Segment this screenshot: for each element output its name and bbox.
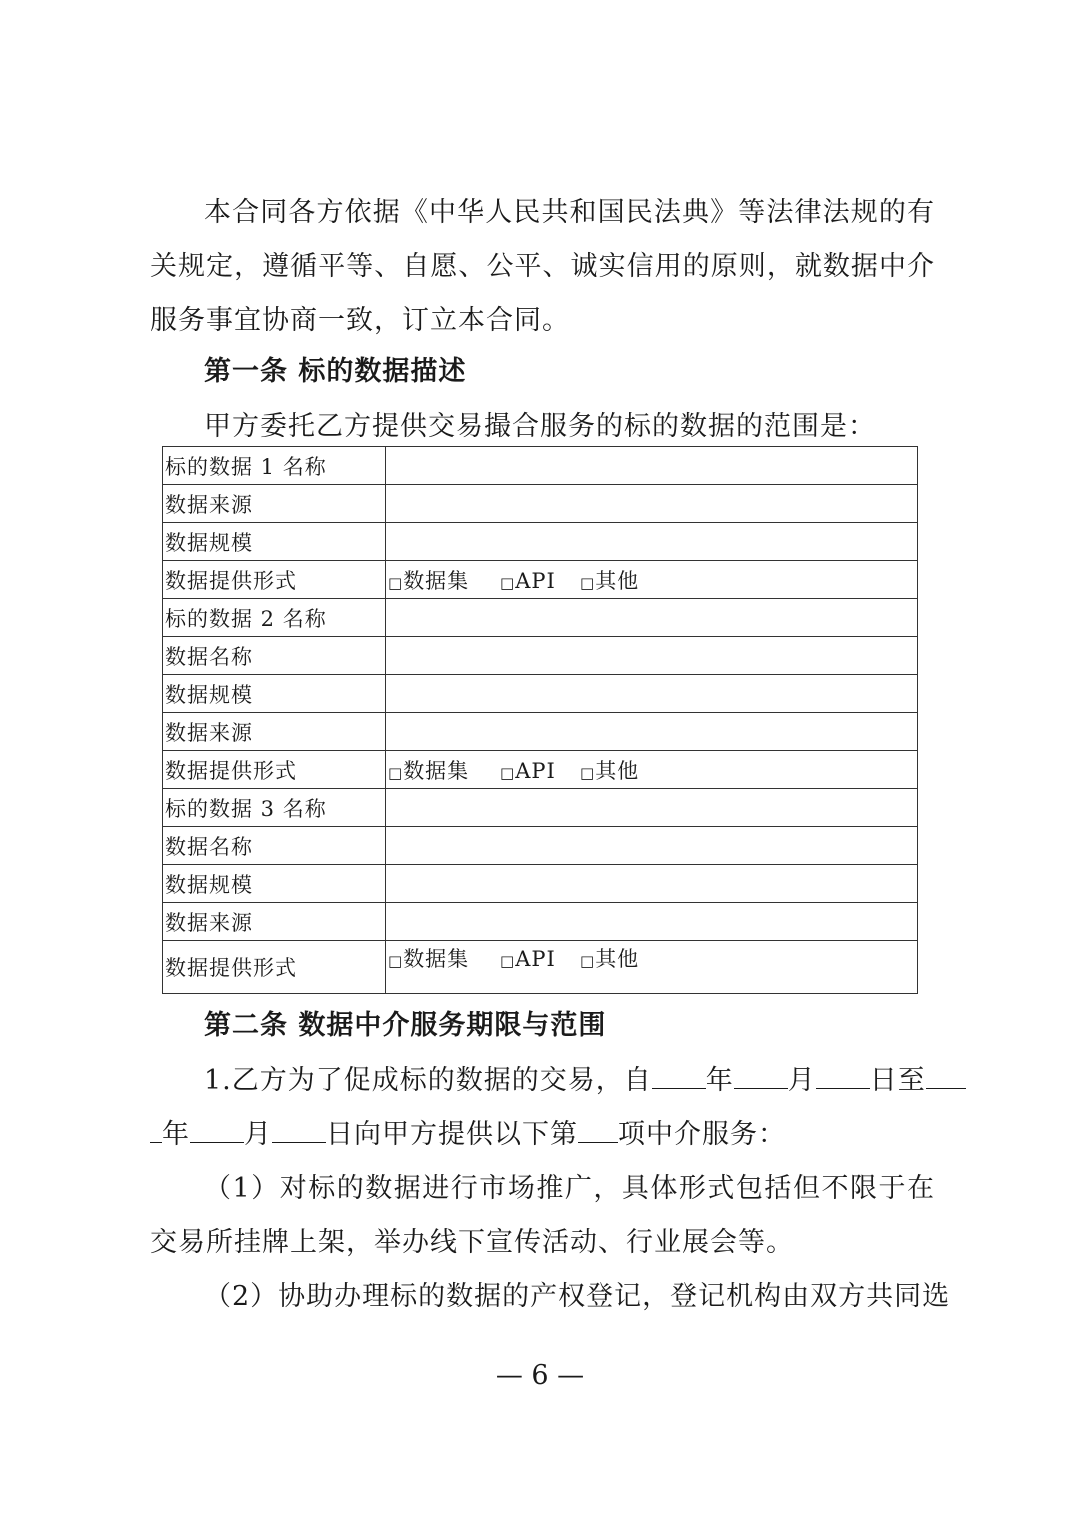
checkbox-icon[interactable]: □ — [580, 763, 596, 782]
end-year-blank-cont[interactable] — [150, 1112, 162, 1143]
row-value[interactable] — [386, 485, 918, 523]
option-dataset[interactable]: □数据集 — [388, 947, 470, 971]
service-item-2: （2）协助办理标的数据的产权登记，登记机构由双方共同选 — [204, 1281, 951, 1312]
row-value[interactable] — [386, 447, 918, 485]
row-value[interactable] — [386, 789, 918, 827]
article-1-lead: 甲方委托乙方提供交易撮合服务的标的数据的范围是： — [204, 411, 876, 442]
table-row — [163, 865, 918, 903]
provision-options — [386, 751, 918, 789]
row-value[interactable] — [386, 903, 918, 941]
provision-options — [386, 561, 918, 599]
provision-options — [386, 941, 918, 994]
row-label: 数据提供形式 — [163, 561, 386, 599]
option-other[interactable]: □其他 — [580, 568, 640, 593]
item-number-blank[interactable] — [578, 1112, 618, 1143]
row-label: 数据来源 — [163, 903, 386, 941]
start-day-blank[interactable] — [816, 1058, 870, 1089]
row-value[interactable] — [386, 865, 918, 903]
table-row — [163, 599, 918, 637]
checkbox-icon[interactable]: □ — [388, 573, 404, 592]
row-label: 数据规模 — [163, 523, 386, 561]
option-dataset[interactable]: □数据集 — [388, 568, 470, 593]
row-label: 数据提供形式 — [163, 751, 386, 789]
row-value[interactable] — [386, 827, 918, 865]
checkbox-icon[interactable]: □ — [500, 952, 516, 970]
table-row — [163, 523, 918, 561]
checkbox-icon[interactable]: □ — [388, 952, 404, 970]
row-label: 标的数据 3 名称 — [163, 789, 386, 827]
page-number: — 6 — — [495, 1360, 585, 1391]
row-label: 数据来源 — [163, 485, 386, 523]
row-label: 数据来源 — [163, 713, 386, 751]
row-label: 数据提供形式 — [163, 941, 386, 994]
table-row — [163, 447, 918, 485]
row-label: 数据规模 — [163, 865, 386, 903]
row-value[interactable] — [386, 599, 918, 637]
table-row — [163, 713, 918, 751]
intro-paragraph: 本合同各方依据《中华人民共和国民法典》等法律法规的有关规定，遵循平等、自愿、公平、诚实信用的原则，就数据中介服务事宜协商一致，订立本合同。 — [150, 197, 935, 336]
end-year-blank[interactable] — [926, 1058, 966, 1089]
table-row — [163, 485, 918, 523]
end-month-blank[interactable] — [190, 1112, 244, 1143]
clause-1-line-2: 年 月 日向甲方提供以下第 项中介服务： — [150, 1108, 935, 1162]
row-value[interactable] — [386, 713, 918, 751]
checkbox-icon[interactable]: □ — [388, 763, 404, 782]
table-row — [163, 903, 918, 941]
table-row — [163, 751, 918, 789]
checkbox-icon[interactable]: □ — [500, 573, 516, 592]
option-api[interactable]: □API — [500, 947, 556, 971]
start-month-blank[interactable] — [734, 1058, 788, 1089]
table-row — [163, 789, 918, 827]
table-row — [163, 675, 918, 713]
checkbox-icon[interactable]: □ — [500, 763, 516, 782]
row-value[interactable] — [386, 637, 918, 675]
table-row — [163, 561, 918, 599]
table-row — [163, 637, 918, 675]
row-label: 标的数据 2 名称 — [163, 599, 386, 637]
checkbox-icon[interactable]: □ — [580, 573, 596, 592]
start-year-blank[interactable] — [652, 1058, 706, 1089]
option-dataset[interactable]: □数据集 — [388, 758, 470, 783]
option-other[interactable]: □其他 — [580, 947, 640, 971]
clause-1-line-1: 1.乙方为了促成标的数据的交易，自 年 月 日至 — [150, 1054, 935, 1108]
data-description-table — [162, 446, 918, 994]
row-label: 标的数据 1 名称 — [163, 447, 386, 485]
checkbox-icon[interactable]: □ — [580, 952, 596, 970]
table-row — [163, 827, 918, 865]
row-label: 数据规模 — [163, 675, 386, 713]
row-value[interactable] — [386, 675, 918, 713]
service-item-1: （1）对标的数据进行市场推广，具体形式包括但不限于在交易所挂牌上架，举办线下宣传活动、行业展会等。 — [150, 1173, 935, 1258]
article-1-title: 第一条 标的数据描述 — [204, 356, 467, 387]
end-day-blank[interactable] — [272, 1112, 326, 1143]
option-other[interactable]: □其他 — [580, 758, 640, 783]
option-api[interactable]: □API — [500, 568, 556, 593]
row-value[interactable] — [386, 523, 918, 561]
row-label: 数据名称 — [163, 637, 386, 675]
option-api[interactable]: □API — [500, 758, 556, 783]
article-2-title: 第二条 数据中介服务期限与范围 — [204, 1010, 607, 1041]
table-row — [163, 941, 918, 994]
row-label: 数据名称 — [163, 827, 386, 865]
